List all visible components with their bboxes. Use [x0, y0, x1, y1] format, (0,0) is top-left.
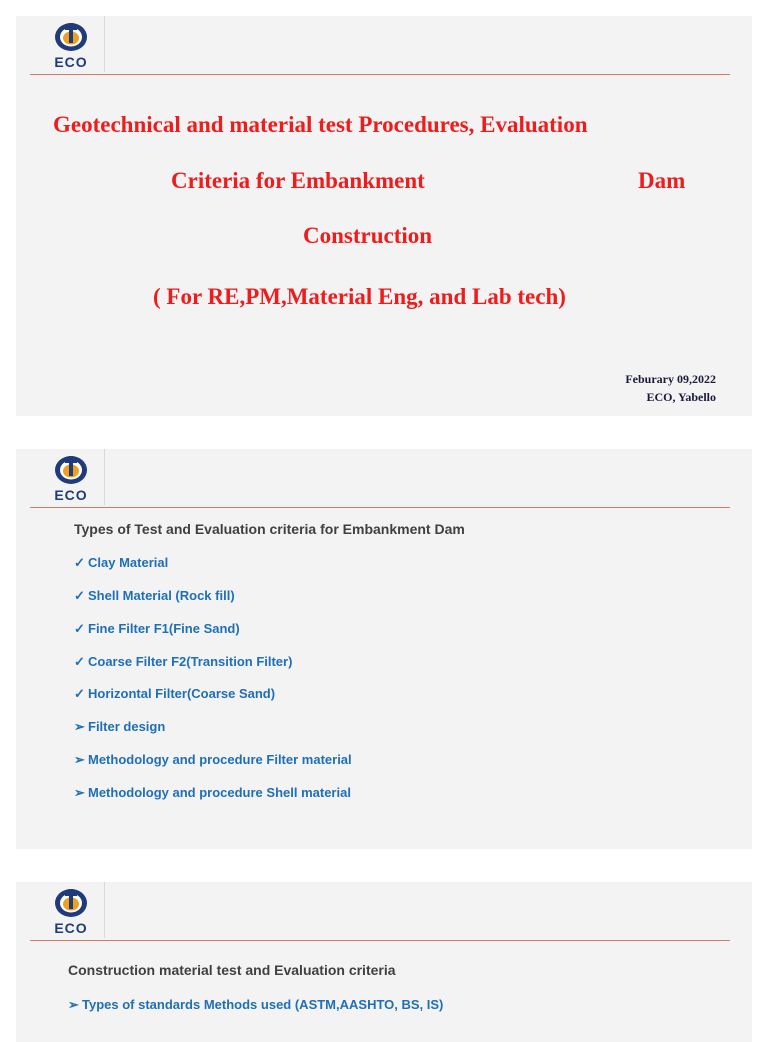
list-item-label: Filter design — [88, 719, 166, 734]
list-item — [74, 785, 351, 801]
arrow-bullet-icon: ➢ — [74, 752, 85, 767]
eco-emblem-icon — [38, 20, 104, 56]
slide-test-types — [16, 449, 752, 849]
slide-heading: Construction material test and Evaluation criteria — [68, 962, 396, 978]
location-text: ECO, Yabello — [646, 390, 716, 404]
check-icon: ✓ — [74, 686, 85, 701]
list-item-label: Methodology and procedure Shell material — [88, 785, 351, 800]
list-item-label: Shell Material (Rock fill) — [88, 588, 235, 603]
check-icon: ✓ — [74, 555, 85, 570]
eco-logo — [38, 20, 104, 72]
eco-logo — [38, 886, 104, 938]
list-item — [74, 686, 275, 702]
date-text: Feburary 09,2022 — [625, 372, 716, 386]
logo-text: ECO — [54, 920, 88, 936]
list-item — [74, 752, 352, 768]
slide-construction-material — [16, 882, 752, 1042]
header-rule — [30, 940, 730, 941]
header-rule — [30, 74, 730, 75]
list-item — [68, 997, 443, 1013]
list-item — [74, 555, 168, 571]
list-item-label: Fine Filter F1(Fine Sand) — [88, 621, 240, 636]
list-item-label: Clay Material — [88, 555, 169, 570]
logo-text: ECO — [54, 54, 88, 70]
title-line-3: Construction — [303, 223, 433, 248]
title-line-2b: Dam — [638, 168, 686, 193]
subtitle: ( For RE,PM,Material Eng, and Lab tech) — [153, 284, 566, 309]
title-line-1: Geotechnical and material test Procedures, Evaluation — [53, 112, 588, 137]
list-item — [74, 621, 240, 637]
header-rule — [30, 507, 730, 508]
list-item-label: Horizontal Filter(Coarse Sand) — [88, 686, 276, 701]
check-icon: ✓ — [74, 654, 85, 669]
list-item-label: Coarse Filter F2(Transition Filter) — [88, 654, 293, 669]
slide-heading: Types of Test and Evaluation criteria for Embankment Dam — [74, 521, 465, 537]
arrow-bullet-icon: ➢ — [74, 719, 85, 734]
title-line-2a: Criteria for Embankment — [171, 168, 425, 193]
slide-title — [16, 16, 752, 416]
list-item — [74, 654, 292, 670]
eco-emblem-icon — [38, 453, 104, 489]
list-item-label: Methodology and procedure Filter material — [88, 752, 352, 767]
logo-divider — [104, 449, 105, 505]
eco-logo — [38, 453, 104, 505]
check-icon: ✓ — [74, 588, 85, 603]
logo-text: ECO — [54, 487, 88, 503]
arrow-bullet-icon: ➢ — [74, 785, 85, 800]
logo-divider — [104, 882, 105, 938]
list-item-label: Types of standards Methods used (ASTM,AASHTO, BS, IS) — [82, 997, 444, 1012]
list-item — [74, 719, 165, 735]
check-icon: ✓ — [74, 621, 85, 636]
arrow-bullet-icon: ➢ — [68, 997, 79, 1012]
logo-divider — [104, 16, 105, 72]
eco-emblem-icon — [38, 886, 104, 922]
list-item — [74, 588, 235, 604]
